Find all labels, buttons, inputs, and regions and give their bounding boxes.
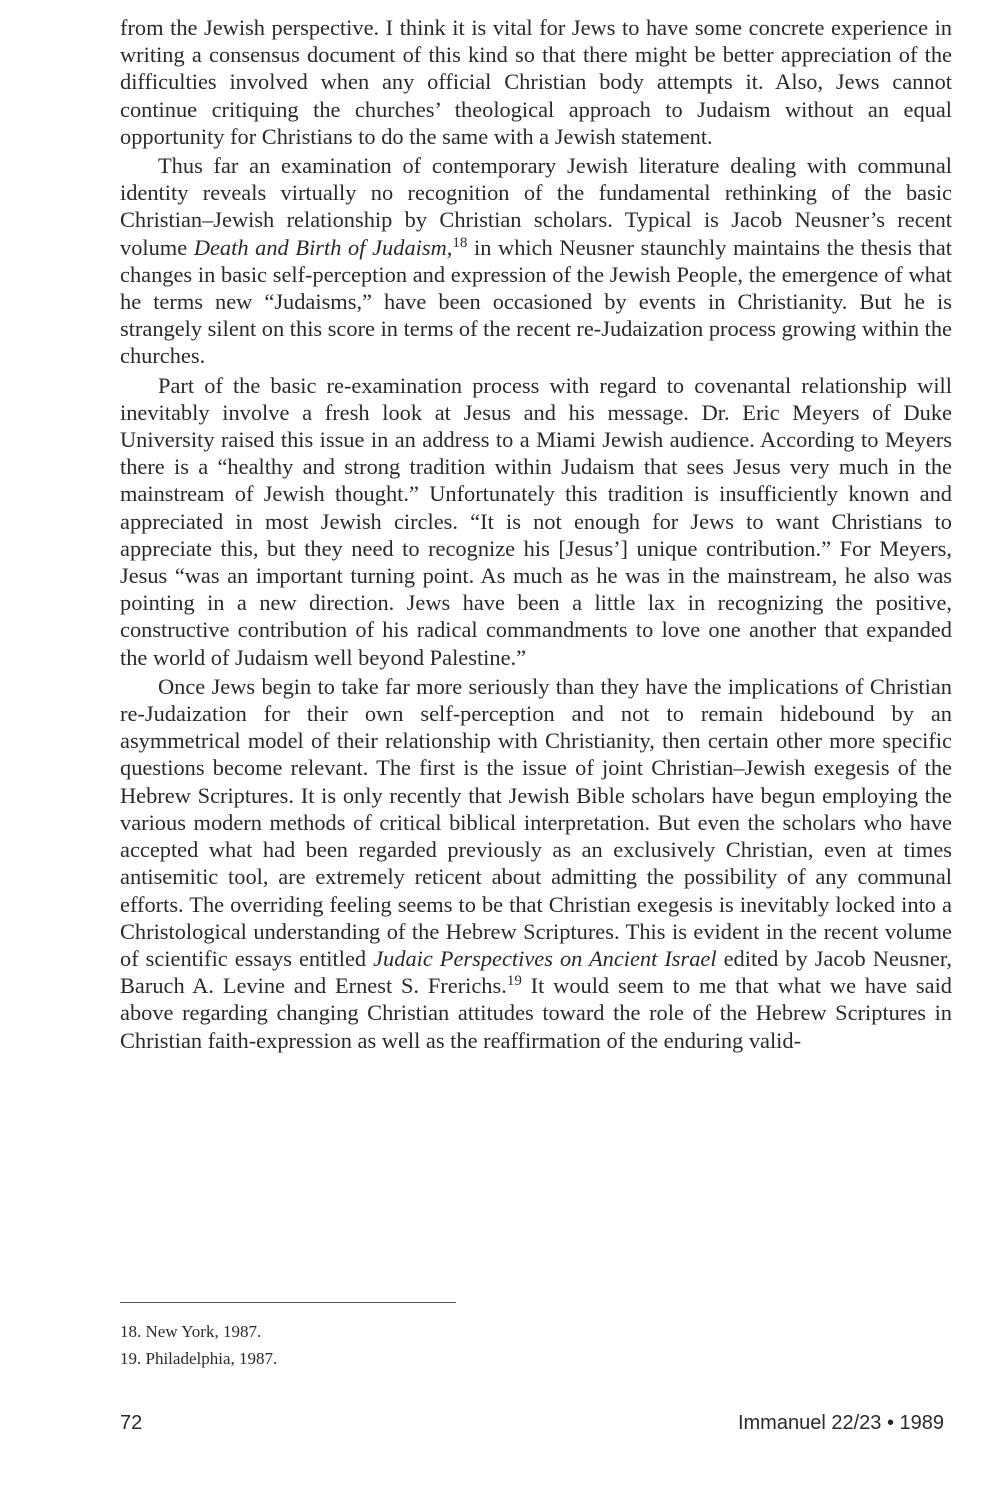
footnote-18: 18. New York, 1987.: [120, 1322, 262, 1341]
italic-title: Death and Birth of Judaism,: [193, 234, 453, 260]
footnotes: [120, 1318, 620, 1372]
text-run: Thus far an examination of contemporary Jewish literature dealing with communal identity reveals virtually no recognition of the fundamental rethinking of the basic Christian–Jewish relationship by Christian scholars. Typical is Jacob Neusner’s recent volume: [120, 153, 952, 260]
paragraph-2: [120, 152, 952, 370]
paragraph-1: [120, 14, 952, 150]
text-run: edited by Jacob Neusner, Baruch A. Levine and Ernest S. Frerichs.: [120, 945, 952, 999]
text-run: in which Neusner staunchly maintains the thesis that changes in basic self-perception and expression of the Jewish People, the emergence of what he terms new “Judaisms,” have been occasioned by events in Christianity. But he is strangely silent on this score in terms of the recent re-Judaization process growing within the churches.: [120, 234, 952, 369]
footnote-ref: 19: [506, 973, 522, 990]
footnote-divider: [120, 1302, 456, 1303]
text-run: Once Jews begin to take far more seriously than they have the implications of Christian re-Judaization for their own self-perception and not to remain hidebound by an asymmetrical model of their relationship with Christianity, then certain other more specific questions become relevant. The first is the issue of joint Christian–Jewish exegesis of the Hebrew Scriptures. It is only recently that Jewish Bible scholars have begun employing the various modern methods of critical biblical interpretation. But even the scholars who have accepted what had been regarded previously as an exclusively Christian, even at times antisemitic tool, are extremely reticent about admitting the possibility of any communal efforts. The overriding feeling seems to be that Christian exegesis is inevitably locked into a Christological understanding of the Hebrew Scriptures. This is evident in the recent volume of scientific essays entitled: [120, 673, 952, 971]
text-run: from the Jewish perspective. I think it is vital for Jews to have some concrete experience in writing a consensus document of this kind so that there might be better appreciation of the difficulties involved when any official Christian body attempts it. Also, Jews cannot continue critiquing the churches’ theological approach to Judaism without an equal opportunity for Christians to do the same with a Jewish statement.: [120, 15, 952, 149]
body-text: [120, 14, 952, 1056]
paragraph-4: [120, 673, 952, 1054]
paragraph-3: [120, 372, 952, 671]
italic-title: Judaic Perspectives on Ancient Israel: [373, 945, 717, 971]
page-number: 72: [120, 1412, 143, 1434]
footnote-19: 19. Philadelphia, 1987.: [120, 1349, 278, 1368]
journal-citation: Immanuel 22/23 • 1989: [737, 1412, 944, 1434]
text-run: It would seem to me that what we have said above regarding changing Christian attitudes toward the role of the Hebrew Scriptures in Christian faith-expression as well as the reaffirmation of the enduring valid-: [120, 973, 952, 1053]
footnote-ref: 18: [452, 234, 468, 251]
text-run: Part of the basic re-examination process with regard to covenantal relationship will inevitably involve a fresh look at Jesus and his message. Dr. Eric Meyers of Duke University raised this issue in an address to a Miami Jewish audience. According to Meyers there is a “healthy and strong tradition within Judaism that sees Jesus very much in the mainstream of Jewish thought.” Unfortunately this tradition is insufficiently known and appreciated in most Jewish circles. “It is not enough for Jews to want Christians to appreciate this, but they need to recognize his [Jesus’] unique contribution.” For Meyers, Jesus “was an important turning point. As much as he was in the mainstream, he also was pointing in a new direction. Jews have been a little lax in recognizing the positive, constructive contribution of his radical commandments to love one another that expanded the world of Judaism well beyond Palestine.”: [120, 372, 952, 670]
